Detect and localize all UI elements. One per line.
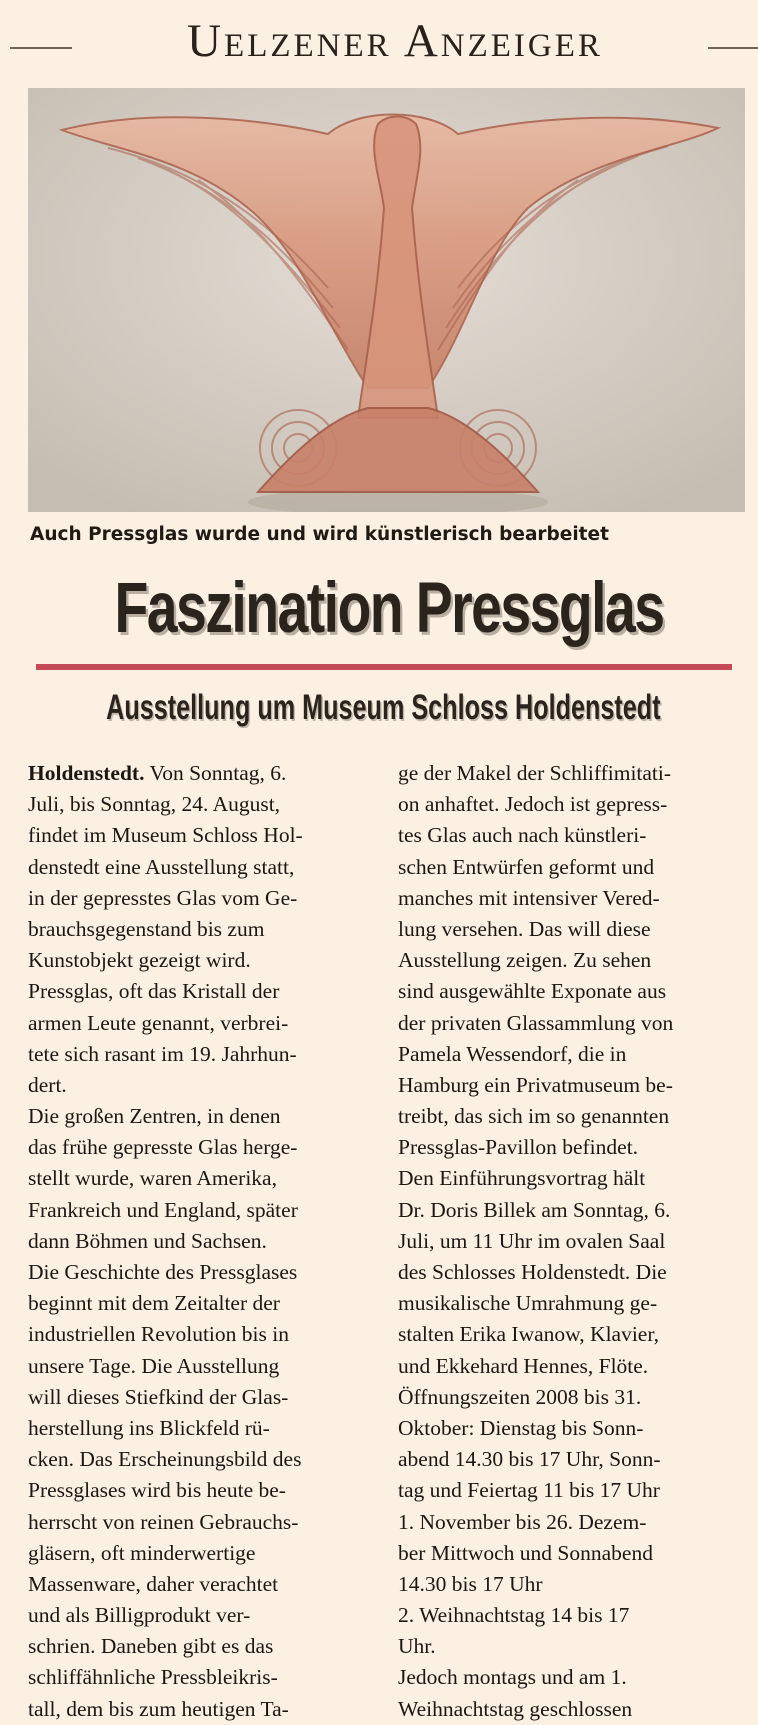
text-line: der privaten Glassammlung von bbox=[398, 1010, 674, 1035]
newspaper-title: Uelzener Anzeiger bbox=[187, 15, 603, 67]
text-line: findet im Museum Schloss Hol- bbox=[28, 823, 303, 848]
text-line: schliffähnliche Pressbleikris- bbox=[28, 1665, 278, 1690]
text-line: Die großen Zentren, in denen bbox=[28, 1104, 281, 1129]
text-line: des Schlosses Holdenstedt. Die bbox=[398, 1260, 667, 1284]
text-line: und als Billigprodukt ver- bbox=[28, 1603, 251, 1628]
subheadline: Ausstellung um Museum Schloss Holdenstedt bbox=[106, 688, 661, 727]
text-line: Juli, um 11 Uhr im ovalen Saal bbox=[398, 1228, 666, 1253]
text-line: in der gepresstes Glas vom Ge- bbox=[28, 885, 298, 910]
text-line: industriellen Revolution bis in bbox=[28, 1322, 289, 1347]
text-line: tall, dem bis zum heutigen Ta- bbox=[28, 1696, 289, 1721]
text-line: stalten Erika Iwanow, Klavier, bbox=[398, 1322, 660, 1347]
text-line: Pressglas-Pavillon befindet. bbox=[398, 1135, 639, 1160]
text-line: gläsern, oft minderwertige bbox=[28, 1540, 256, 1565]
masthead bbox=[0, 14, 758, 74]
text-line: unsere Tage. Die Ausstellung bbox=[28, 1353, 280, 1378]
text-line: denstedt eine Ausstellung statt, bbox=[28, 854, 295, 879]
text-line: tes Glas auch nach künstleri- bbox=[398, 823, 647, 848]
text-line: Den Einführungsvortrag hält bbox=[398, 1166, 646, 1191]
text-line: Pressglas, oft das Kristall der bbox=[28, 979, 280, 1004]
text-line: ge der Makel der Schliffimitati- bbox=[398, 761, 672, 785]
text-line: 14.30 bis 17 Uhr bbox=[398, 1571, 543, 1596]
text-line: dert. bbox=[28, 1072, 67, 1097]
text-line: musikalische Umrahmung ge- bbox=[398, 1291, 658, 1316]
text-line: cken. Das Erscheinungsbild des bbox=[28, 1447, 302, 1472]
headline-divider bbox=[36, 664, 732, 670]
text-line: sind ausgewählte Exponate aus bbox=[398, 979, 667, 1004]
text-line: Juli, bis Sonntag, 24. August, bbox=[28, 792, 281, 817]
text-line: treibt, das sich im so genannten bbox=[398, 1104, 670, 1129]
article-column-right bbox=[398, 758, 750, 1725]
text-line: stellt wurde, waren Amerika, bbox=[28, 1166, 277, 1191]
text-line: 2. Weihnachtstag 14 bis 17 bbox=[398, 1603, 630, 1628]
text-line: Uhr. bbox=[398, 1634, 436, 1659]
headline: Faszination Pressglas bbox=[114, 569, 664, 648]
text-line: armen Leute genannt, verbrei- bbox=[28, 1010, 289, 1035]
text-line: Oktober: Dienstag bis Sonn- bbox=[398, 1415, 644, 1440]
text-line: Frankreich und England, später bbox=[28, 1197, 298, 1222]
text-line: schrien. Daneben gibt es das bbox=[28, 1634, 274, 1659]
dateline: Holdenstedt. bbox=[28, 761, 145, 785]
text-line: herrscht von reinen Gebrauchs- bbox=[28, 1509, 299, 1534]
text-line: Jedoch montags und am 1. bbox=[398, 1665, 627, 1690]
text-line: tete sich rasant im 19. Jahrhun- bbox=[28, 1041, 297, 1066]
masthead-rule-left bbox=[10, 47, 72, 49]
text-line: Massenware, daher verachtet bbox=[28, 1571, 279, 1596]
article-column-left bbox=[28, 758, 368, 1725]
text-line: Dr. Doris Billek am Sonntag, 6. bbox=[398, 1197, 671, 1222]
text-line: herstellung ins Blickfeld rü- bbox=[28, 1415, 270, 1440]
text-line: will dieses Stiefkind der Glas- bbox=[28, 1384, 289, 1409]
text-line: beginnt mit dem Zeitalter der bbox=[28, 1291, 280, 1316]
text-line: Öffnungszeiten 2008 bis 31. bbox=[398, 1384, 642, 1409]
photo-caption: Auch Pressglas wurde und wird künstlerisch bearbeitet bbox=[30, 524, 609, 545]
article-photo bbox=[28, 88, 745, 512]
text-line: manches mit intensiver Vered- bbox=[398, 885, 660, 910]
text-line: 1. November bis 26. Dezem- bbox=[398, 1509, 647, 1534]
text-line: das frühe gepresste Glas herge- bbox=[28, 1135, 298, 1160]
text-line: Weihnachtstag geschlossen bbox=[398, 1696, 633, 1721]
text-line: Holdenstedt. Von Sonntag, 6. bbox=[28, 761, 287, 785]
text-line: Hamburg ein Privatmuseum be- bbox=[398, 1072, 673, 1097]
text-line: on anhaftet. Jedoch ist gepress- bbox=[398, 792, 668, 817]
glass-vase-illustration bbox=[28, 88, 745, 512]
text-line: lung versehen. Das will diese bbox=[398, 916, 651, 941]
text-line: tag und Feiertag 11 bis 17 Uhr bbox=[398, 1478, 660, 1503]
text-line: Die Geschichte des Pressglases bbox=[28, 1260, 298, 1284]
text-line: schen Entwürfen geformt und bbox=[398, 854, 655, 879]
text-line: ber Mittwoch und Sonnabend bbox=[398, 1540, 653, 1565]
text-line: Pressglases wird bis heute be- bbox=[28, 1478, 286, 1503]
text-line: dann Böhmen und Sachsen. bbox=[28, 1228, 267, 1253]
text-line: Kunstobjekt gezeigt wird. bbox=[28, 948, 251, 973]
text-line: Pamela Wessendorf, die in bbox=[398, 1041, 627, 1066]
text-line: und Ekkehard Hennes, Flöte. bbox=[398, 1353, 649, 1378]
text-line: brauchsgegenstand bis zum bbox=[28, 916, 265, 941]
text-line: Ausstellung zeigen. Zu sehen bbox=[398, 948, 652, 973]
masthead-rule-right bbox=[708, 47, 758, 49]
text-line: abend 14.30 bis 17 Uhr, Sonn- bbox=[398, 1447, 661, 1472]
